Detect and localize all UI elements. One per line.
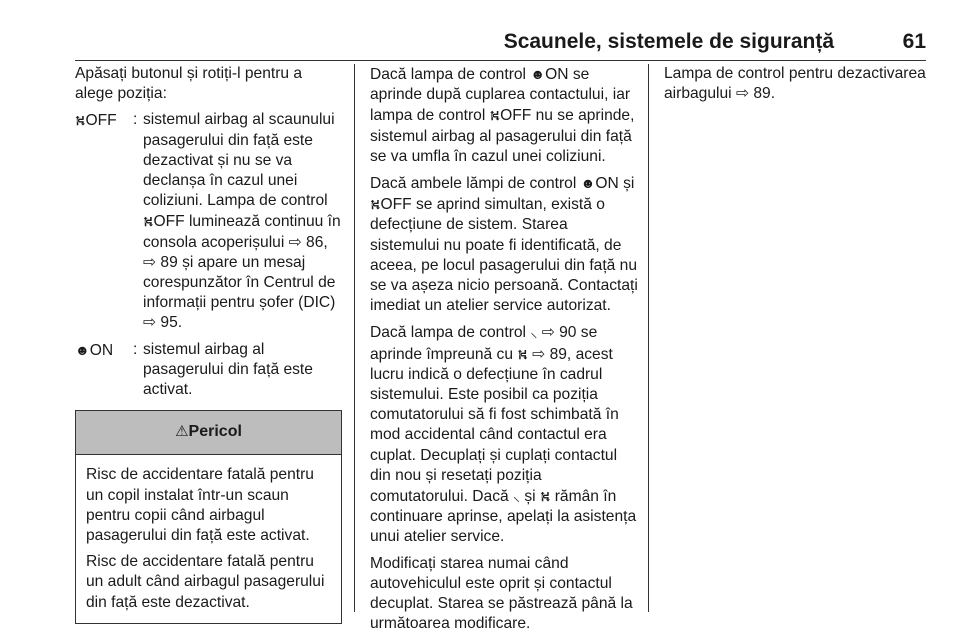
text-run: Dacă ambele lămpi de control (370, 175, 581, 193)
airbag-off-icon: ⛕ (370, 196, 381, 213)
warning-triangle-icon: ⚠ (175, 423, 189, 441)
page-ref: 89. (749, 85, 776, 103)
danger-paragraph: Risc de accidentare fatală pentru un copil instalat într-un scaun pentru copii când airbagul pasagerului din față este activat. (86, 466, 314, 545)
definition-on (75, 340, 342, 401)
page-ref-arrow-icon: ⇨ (143, 253, 157, 271)
text-run: 89, acest lucru indică o defecțiune în cadrul sistemului. Este posibil ca poziția comutatorului să fi fost schimbată în mod accidental când contactul era cuplat. Decuplați și cuplați contactul din nou și resetați poziția comutatorului. Dacă (370, 345, 619, 506)
column-divider-1 (354, 64, 355, 612)
text-run: rămân în continuare aprinse, apelați la asistența unui atelier service. (370, 488, 637, 546)
page-ref: 86, (301, 233, 328, 251)
airbag-off-icon: ⛕ (539, 488, 551, 505)
definition-off-text (143, 110, 342, 333)
column-3 (664, 64, 926, 110)
airbag-on-icon: ☻ (580, 175, 596, 192)
danger-body (76, 455, 341, 622)
text-run: ON se aprinde după cuplarea contactului, iar lampa de control (370, 66, 631, 125)
airbag-on-icon: ☻ (530, 66, 546, 82)
intro-text: Apăsați butonul și rotiți-l pentru a alege poziția: (75, 65, 303, 103)
text-run: OFF se aprind simultan, există o defecțiune de sistem. Starea sistemului nu poate fi identificată, de aceea, pe locul pasagerului din față nu se va așeza nicio persoană. Contactați imediat un atelier service autorizat. (370, 196, 638, 315)
term-on (75, 340, 133, 401)
page-ref-arrow-icon: ⇨ (143, 314, 157, 332)
danger-title: Pericol (188, 423, 242, 441)
term-off-label: OFF (85, 112, 117, 130)
switch-positions-list (75, 110, 342, 400)
paragraph-both-lamps (370, 173, 638, 316)
definition-on-text: sistemul airbag al pasagerului din față este activat. (143, 340, 313, 399)
term-on-label: ON (89, 341, 114, 359)
paragraph-deactivation-lamp (664, 64, 926, 104)
column-2 (370, 64, 638, 640)
page-ref: 95. (156, 314, 183, 332)
airbag-off-icon: ⛕ (143, 213, 154, 230)
page-title: Scaunele, sistemele de siguranță (503, 30, 834, 53)
airbag-off-icon: ⛕ (517, 345, 528, 362)
danger-box (75, 410, 342, 624)
paragraph-change-state: Modificați starea numai când autovehiculul este oprit și contactul decuplat. Starea se păstrează până la următoarea modificare. (370, 554, 633, 633)
danger-paragraph: Risc de accidentare fatală pentru un adult când airbagul pasagerului din față este dezactivat. (86, 553, 325, 611)
text-run: Lampa de control pentru dezactivarea airbagului (664, 65, 926, 103)
page-number: 61 (902, 30, 926, 53)
seatbelt-warning-icon: ⸜ (530, 324, 538, 341)
text-run: sistemul airbag al scaunului pasagerului din față este dezactivat și nu se va declanșa în cazul unei coliziuni. Lampa de control (143, 111, 335, 210)
page-ref-arrow-icon: ⇨ (541, 324, 555, 342)
seatbelt-warning-icon: ⸜ (513, 488, 521, 505)
airbag-off-icon: ⛕ (489, 107, 501, 124)
text-run: 90 se aprinde împreună cu (370, 324, 598, 363)
paragraph-on-lamp (370, 64, 638, 167)
text-run: 89 și apare un mesaj corespunzător în Centrul de informații pentru șofer (DIC) (143, 253, 336, 312)
text-run: Dacă lampa de control (370, 66, 531, 83)
header-rule (75, 60, 926, 61)
text-run: OFF luminează continuu în consola acoperișului (143, 213, 341, 251)
airbag-off-icon: ⛕ (75, 112, 86, 129)
term-separator: : (133, 111, 138, 129)
term-off (75, 110, 133, 333)
danger-header (76, 411, 341, 455)
column-divider-2 (648, 64, 649, 612)
text-run: și (520, 488, 540, 506)
definition-off (75, 110, 342, 333)
term-separator: : (133, 340, 138, 358)
page-ref-arrow-icon: ⇨ (288, 233, 302, 251)
text-run: OFF nu se aprinde, sistemul airbag al pasagerului din față se va umfla în cazul unei coliziuni. (370, 107, 635, 165)
paragraph-fault (370, 322, 638, 547)
text-run: Dacă lampa de control (370, 324, 531, 342)
column-1 (75, 64, 342, 624)
page-ref-arrow-icon: ⇨ (735, 85, 750, 103)
page-ref-arrow-icon: ⇨ (532, 345, 546, 363)
text-run: ON și (595, 175, 635, 193)
airbag-on-icon: ☻ (75, 341, 90, 358)
page-header (75, 22, 926, 54)
